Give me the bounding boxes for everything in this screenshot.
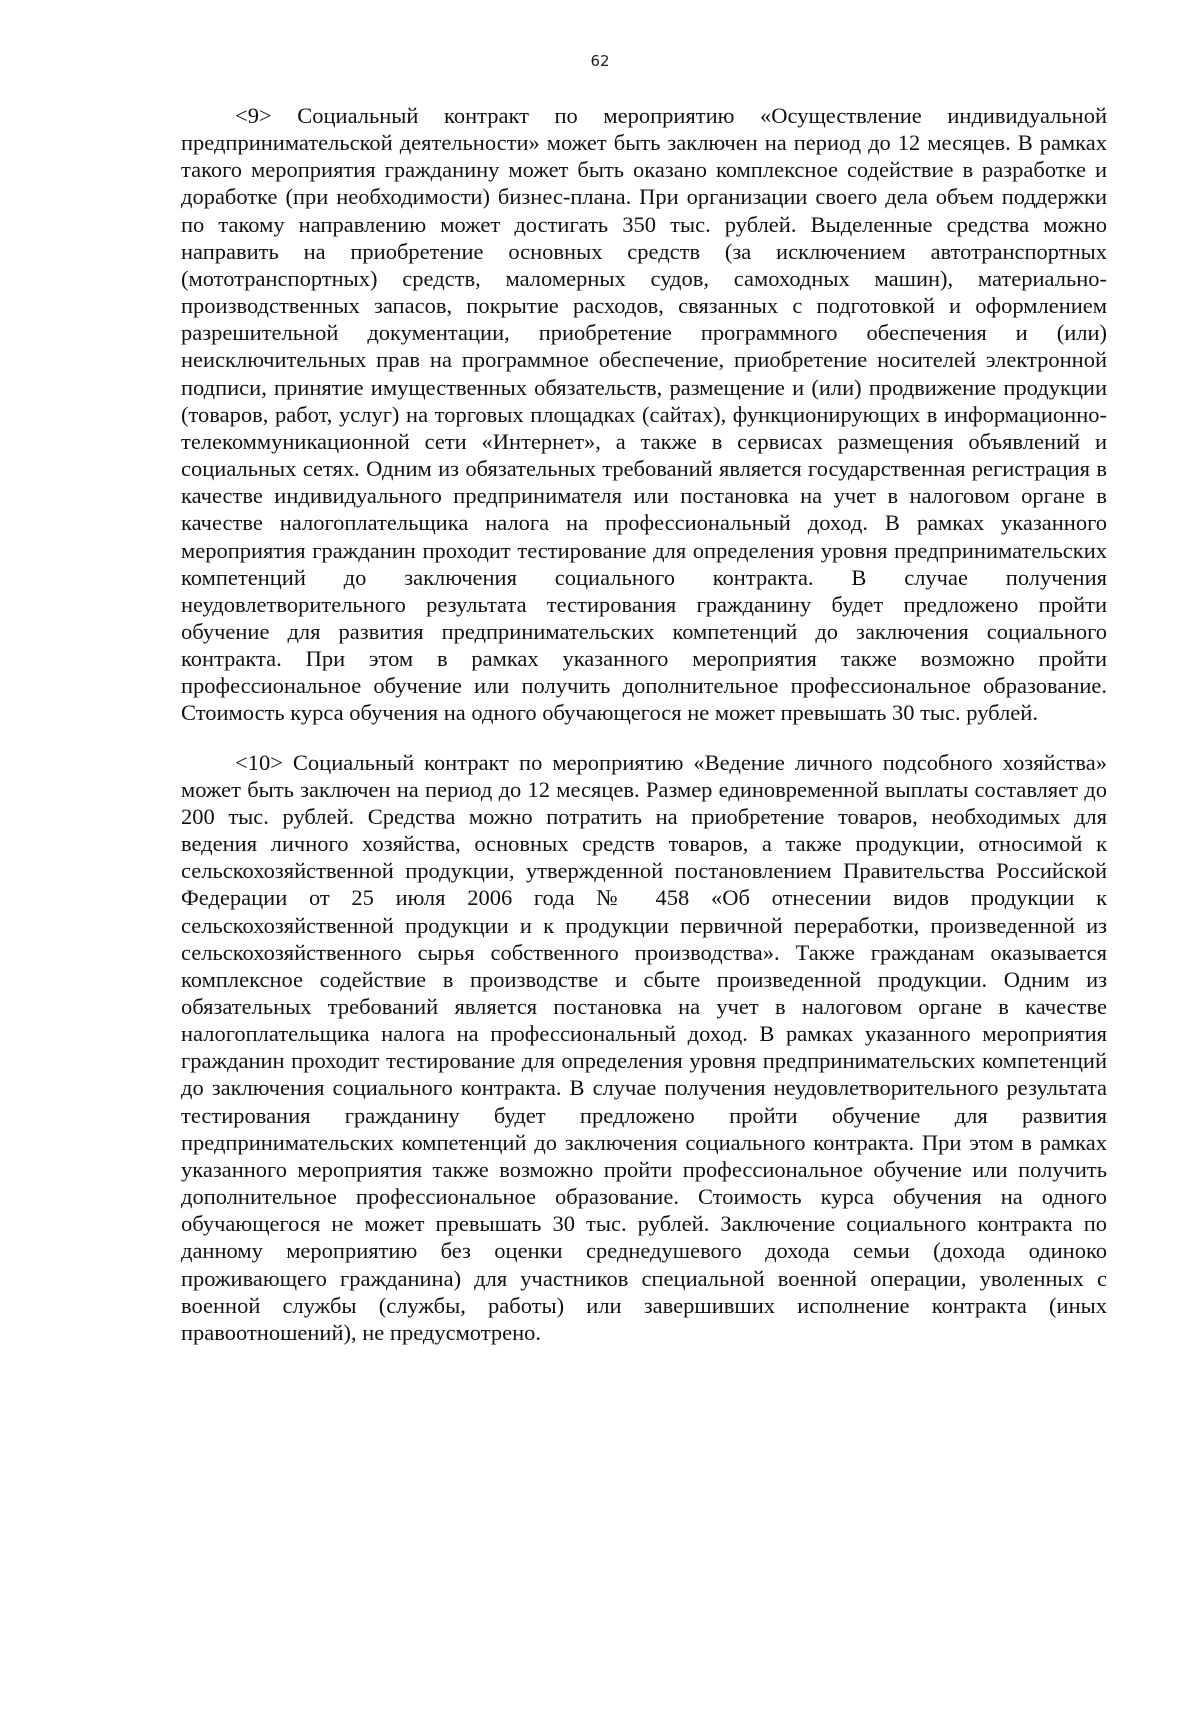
document-body (181, 102, 1107, 1346)
footnote-text: Социальный контракт по мероприятию «Осуществление индивидуальной предпринимательской деятельности» может быть заключен на период до 12 месяцев. В рамках такого мероприятия гражданину может быть оказано комплексное содействие в разработке и доработке (при необходимости) бизнес-плана. При организации своего дела объем поддержки по такому направлению может достигать 350 тыс. рублей. Выделенные средства можно направить на приобретение основных средств (за исключением автотранспортных (мототранспортных) средств, маломерных судов, самоходных машин), материально-производственных запасов, покрытие расходов, связанных с подготовкой и оформлением разрешительной документации, приобретение программного обеспечения и (или) неисключительных прав на программное обеспечение, приобретение носителей электронной подписи, принятие имущественных обязательств, размещение и (или) продвижение продукции (товаров, работ, услуг) на торговых площадках (сайтах), функционирующих в информационно-телекоммуникационной сети «Интернет», а также в сервисах размещения объявлений и социальных сетях. Одним из обязательных требований является государственная регистрация в качестве индивидуального предпринимателя или постановка на учет в налоговом органе в качестве налогоплательщика налога на профессиональный доход. В рамках указанного мероприятия гражданин проходит тестирование для определения уровня предпринимательских компетенций до заключения социального контракта. В случае получения неудовлетворительного результата тестирования гражданину будет предложено пройти обучение для развития предпринимательских компетенций до заключения социального контракта. При этом в рамках указанного мероприятия также возможно пройти профессиональное обучение или получить дополнительное профессиональное образование. Стоимость курса обучения на одного обучающегося не может превышать 30 тыс. рублей. (181, 103, 1108, 726)
footnote-paragraph-9 (181, 102, 1107, 727)
page-number: 62 (590, 52, 610, 70)
footnote-paragraph-10 (181, 749, 1107, 1346)
footnote-text: Социальный контракт по мероприятию «Ведение личного подсобного хозяйства» может быть заключен на период до 12 месяцев. Размер единовременной выплаты составляет до 200 тыс. рублей. Средства можно потратить на приобретение товаров, необходимых для ведения личного хозяйства, основных средств товаров, а также продукции, относимой к сельскохозяйственной продукции, утвержденной постановлением Правительства Российской Федерации от 25 июля 2006 года № 458 «Об отнесении видов продукции к сельскохозяйственной продукции и к продукции первичной переработки, произведенной из сельскохозяйственного сырья собственного производства». Также гражданам оказывается комплексное содействие в производстве и сбыте произведенной продукции. Одним из обязательных требований является постановка на учет в налоговом органе в качестве налогоплательщика налога на профессиональный доход. В рамках указанного мероприятия гражданин проходит тестирование для определения уровня предпринимательских компетенций до заключения социального контракта. В случае получения неудовлетворительного результата тестирования гражданину будет предложено пройти обучение для развития предпринимательских компетенций до заключения социального контракта. При этом в рамках указанного мероприятия также возможно пройти профессиональное обучение или получить дополнительное профессиональное образование. Стоимость курса обучения на одного обучающегося не может превышать 30 тыс. рублей. Заключение социального контракта по данному мероприятию без оценки среднедушевого дохода семьи (дохода одиноко проживающего гражданина) для участников специальной военной операции, уволенных с военной службы (службы, работы) или завершивших исполнение контракта (иных правоотношений), не предусмотрено. (181, 749, 1107, 1345)
footnote-marker: <9> (235, 103, 272, 128)
footnote-marker: <10> (235, 749, 283, 775)
